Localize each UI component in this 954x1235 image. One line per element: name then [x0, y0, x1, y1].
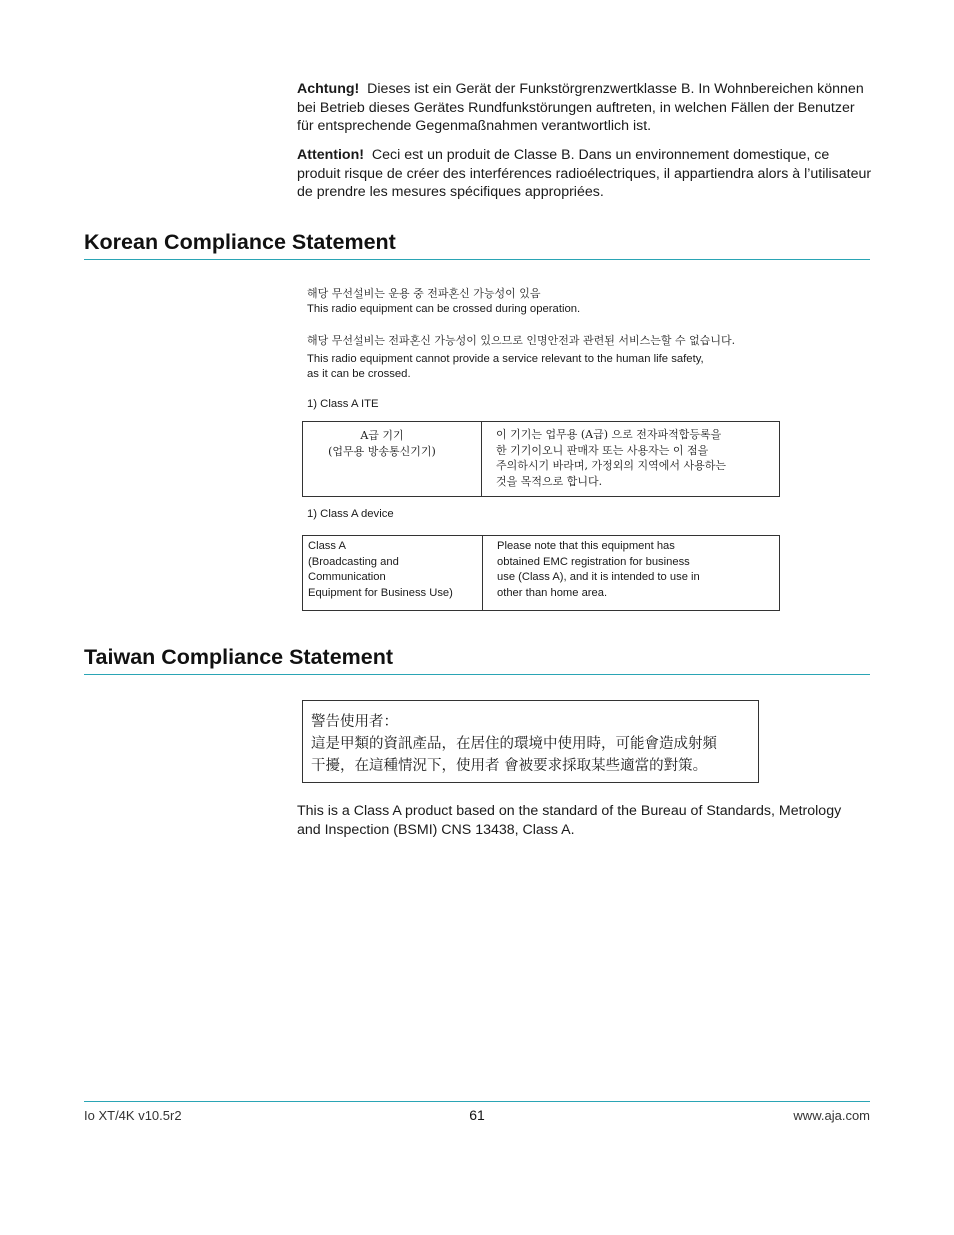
device-table-right-cell	[483, 536, 780, 611]
korean-statement-2-en-line2: as it can be crossed.	[307, 368, 411, 380]
footer-divider	[84, 1101, 870, 1102]
korean-statement-1-ko: 해당 무선설비는 운용 중 전파혼신 가능성이 있음	[307, 287, 541, 300]
korean-statement-1	[307, 286, 847, 317]
ite-right-line3: 주의하시기 바라며, 가정외의 지역에서 사용하는	[496, 459, 727, 472]
korean-statement-2-en-line1: This radio equipment cannot provide a service relevant to the human life safety,	[307, 352, 704, 365]
class-a-device-table	[302, 535, 780, 611]
device-left-line3: Communication	[308, 571, 386, 583]
ite-left-line1: A급 기기	[360, 429, 404, 442]
footer-page-number: 61	[469, 1107, 485, 1123]
device-left-line4: Equipment for Business Use)	[308, 586, 453, 599]
ite-table-left-cell	[303, 422, 482, 497]
device-table-left-cell	[303, 536, 483, 611]
class-a-device-label: 1) Class A device	[307, 508, 394, 520]
german-notice-text: Dieses ist ein Gerät der Funkstörgrenzwertklasse B. In Wohnbereichen können bei Betrieb dieses Gerätes Rundfunkstörungen auftreten, in welchen Fällen der Benutzer für entsprechende Gegenmaßnahmen verantwortlich ist.	[297, 81, 864, 134]
german-notice	[297, 80, 872, 136]
device-right-line4: other than home area.	[497, 586, 608, 599]
ite-table-right-cell	[482, 422, 780, 497]
taiwan-compliance-heading: Taiwan Compliance Statement	[84, 645, 870, 675]
ite-left-line2: (업무용 방송통신기기)	[328, 444, 436, 458]
device-left-line1: Class A	[308, 540, 346, 552]
footer-product-version: Io XT/4K v10.5r2	[84, 1108, 182, 1123]
device-left-line2: (Broadcasting and	[308, 555, 399, 568]
footer-website: www.aja.com	[793, 1108, 870, 1123]
french-notice	[297, 146, 872, 202]
french-notice-label: Attention!	[297, 147, 364, 163]
taiwan-box-line3: 干擾，在這種情況下，使用者 會被要求採取某些適當的對策。	[311, 758, 708, 774]
korean-statement-2	[307, 333, 867, 383]
device-right-line2: obtained EMC registration for business	[497, 555, 690, 568]
ite-right-line4: 것을 목적으로 합니다.	[496, 474, 603, 488]
taiwan-box-line1: 警告使用者：	[311, 714, 398, 730]
korean-statement-2-ko: 해당 무선설비는 전파혼신 가능성이 있으므로 인명안전과 관련된 서비스는할 수 없습니다.	[307, 334, 736, 347]
device-right-line3: use (Class A), and it is intended to use in	[497, 571, 700, 583]
ite-right-line2: 한 기기이오니 판매자 또는 사용자는 이 점을	[496, 443, 709, 457]
class-a-ite-label: 1) Class A ITE	[307, 398, 379, 410]
korean-compliance-heading: Korean Compliance Statement	[84, 230, 870, 260]
ite-right-line1: 이 기기는 업무용 (A급) 으로 전자파적합등록을	[496, 428, 722, 441]
french-notice-text: Ceci est un produit de Classe B. Dans un environnement domestique, ce produit risque de créer des interférences radioélectriques, il appartiendra alors à l’utilisateur de prendre les mesures spécifiques appropriées.	[297, 147, 872, 200]
korean-statement-1-en: This radio equipment can be crossed during operation.	[307, 302, 581, 315]
device-right-line1: Please note that this equipment has	[497, 540, 675, 552]
taiwan-box-line2: 這是甲類的資訊產品，在居住的環境中使用時，可能會造成射頻	[311, 736, 717, 752]
taiwan-statement: This is a Class A product based on the standard of the Bureau of Standards, Metrology and Inspection (BSMI) CNS 13438, Class A.	[297, 803, 842, 838]
german-notice-label: Achtung!	[297, 81, 360, 97]
class-a-ite-table	[302, 421, 780, 497]
taiwan-warning-box	[302, 700, 759, 783]
